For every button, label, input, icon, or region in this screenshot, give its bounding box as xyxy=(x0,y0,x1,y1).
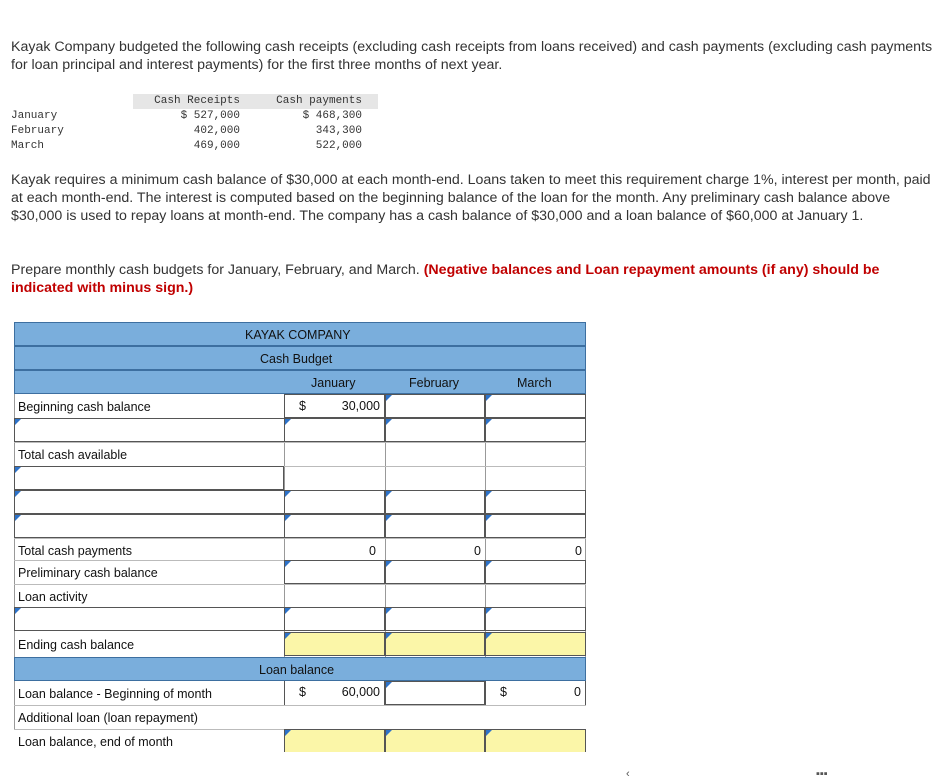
total-cash-payments-label: Total cash payments xyxy=(18,544,132,558)
preliminary-mar-input[interactable] xyxy=(485,560,586,584)
loan-end-feb-input[interactable] xyxy=(385,729,485,752)
receipts-value: $ 527,000 xyxy=(180,110,240,122)
payments3-feb-input[interactable] xyxy=(385,514,485,538)
instructions-paragraph xyxy=(11,261,936,297)
ending-cash-label: Ending cash balance xyxy=(18,638,135,652)
table-row xyxy=(11,109,378,124)
col-header-payments: Cash payments xyxy=(240,94,378,109)
beginning-cash-jan-value: 30,000 xyxy=(341,399,380,413)
payments-label-input-2[interactable] xyxy=(14,490,284,514)
grid-line xyxy=(14,705,586,706)
receipts-label-input[interactable] xyxy=(14,418,284,442)
instructions-warning: (Negative balances and Loan repayment amounts (if any) should be indicated with minus sign.) xyxy=(11,262,880,296)
loan-end-jan-input[interactable] xyxy=(284,729,385,752)
loan-begin-mar xyxy=(485,681,586,705)
beginning-cash-feb-input[interactable] xyxy=(385,394,485,418)
total-payments-mar: 0 xyxy=(575,544,582,558)
currency-symbol: $ xyxy=(500,685,507,699)
col-header-receipts: Cash Receipts xyxy=(133,94,240,109)
budget-data-table xyxy=(11,94,378,154)
loan-balance-title: Loan balance xyxy=(259,663,335,677)
loan-activity-feb-input[interactable] xyxy=(385,607,485,631)
payments3-mar-input[interactable] xyxy=(485,514,586,538)
loan-activity-jan-input[interactable] xyxy=(284,607,385,631)
receipts-jan-input[interactable] xyxy=(284,418,385,442)
receipts-value: 402,000 xyxy=(193,125,240,137)
ending-cash-mar-input[interactable] xyxy=(485,632,586,656)
beginning-cash-mar-input[interactable] xyxy=(485,394,586,418)
table-row xyxy=(11,124,378,139)
month-label: February xyxy=(11,125,64,137)
total-cash-available-label: Total cash available xyxy=(18,448,128,462)
additional-loan-label: Additional loan (loan repayment) xyxy=(18,711,198,725)
preliminary-jan-input[interactable] xyxy=(284,560,385,584)
title-header xyxy=(14,346,586,370)
beginning-cash-label: Beginning cash balance xyxy=(18,400,151,414)
months-header xyxy=(14,370,586,394)
loan-begin-mar-value: 0 xyxy=(574,685,581,699)
loan-begin-jan xyxy=(284,681,385,705)
corner-cell xyxy=(11,94,133,109)
month-label: January xyxy=(11,110,58,122)
month-label: March xyxy=(11,140,45,152)
company-header xyxy=(14,322,586,346)
requirements-paragraph: Kayak requires a minimum cash balance of $30,000 at each month-end. Loans taken to meet this requirement charge 1%, interest per month, paid at each month-end. The interest is computed based on the beginning balance of the loan for the month. Any preliminary cash balance above $30,000 is used to repay loans at month-end. The company has a cash balance of $30,000 and a loan balance of $60,000 at January 1. xyxy=(11,172,931,224)
preliminary-feb-input[interactable] xyxy=(385,560,485,584)
receipts-value: 469,000 xyxy=(193,140,240,152)
month-february: February xyxy=(409,376,460,390)
preliminary-cash-label: Preliminary cash balance xyxy=(18,566,158,580)
instructions-text: Prepare monthly cash budgets for January, February, and March. xyxy=(11,262,420,278)
beginning-cash-jan xyxy=(284,394,385,418)
receipts-mar-input[interactable] xyxy=(485,418,586,442)
payments-label-input-1[interactable] xyxy=(14,466,284,490)
receipts-feb-input[interactable] xyxy=(385,418,485,442)
ending-cash-feb-input[interactable] xyxy=(385,632,485,656)
table-row xyxy=(11,139,378,154)
payments-value: 522,000 xyxy=(315,140,362,152)
loan-activity-label: Loan activity xyxy=(18,590,88,604)
total-payments-jan: 0 xyxy=(369,544,376,558)
cash-budget-form xyxy=(14,322,586,752)
total-payments-feb: 0 xyxy=(474,544,481,558)
loan-begin-jan-value: 60,000 xyxy=(341,685,380,699)
payments-label-input-3[interactable] xyxy=(14,514,284,538)
payments2-feb-input[interactable] xyxy=(385,490,485,514)
problem-intro: Kayak Company budgeted the following cash receipts (excluding cash receipts from loans received) and cash payments (excluding cash payments for loan principal and interest payments) for the first three months of next year. xyxy=(11,39,933,73)
currency-symbol: $ xyxy=(299,399,306,413)
month-january: January xyxy=(311,376,356,390)
grid-icon[interactable]: ▪▪▪ xyxy=(816,768,828,780)
month-march: March xyxy=(517,376,552,390)
grid-line xyxy=(14,538,586,539)
grid-line xyxy=(14,584,586,585)
loan-activity-label-input[interactable] xyxy=(14,607,284,631)
loan-end-label: Loan balance, end of month xyxy=(18,735,173,749)
payments2-jan-input[interactable] xyxy=(284,490,385,514)
grid-line xyxy=(14,442,586,443)
payments3-jan-input[interactable] xyxy=(284,514,385,538)
loan-activity-mar-input[interactable] xyxy=(485,607,586,631)
prev-button[interactable]: ‹ xyxy=(626,768,630,780)
loan-begin-feb-input[interactable] xyxy=(385,681,485,705)
payments2-mar-input[interactable] xyxy=(485,490,586,514)
currency-symbol: $ xyxy=(299,685,306,699)
loan-balance-header xyxy=(14,657,586,681)
budget-title: Cash Budget xyxy=(260,352,333,366)
loan-end-mar-input[interactable] xyxy=(485,729,586,752)
loan-begin-label: Loan balance - Beginning of month xyxy=(18,687,212,701)
payments-value: 343,300 xyxy=(315,125,362,137)
ending-cash-jan-input[interactable] xyxy=(284,632,385,656)
company-name: KAYAK COMPANY xyxy=(245,328,351,342)
payments-value: $ 468,300 xyxy=(302,110,362,122)
